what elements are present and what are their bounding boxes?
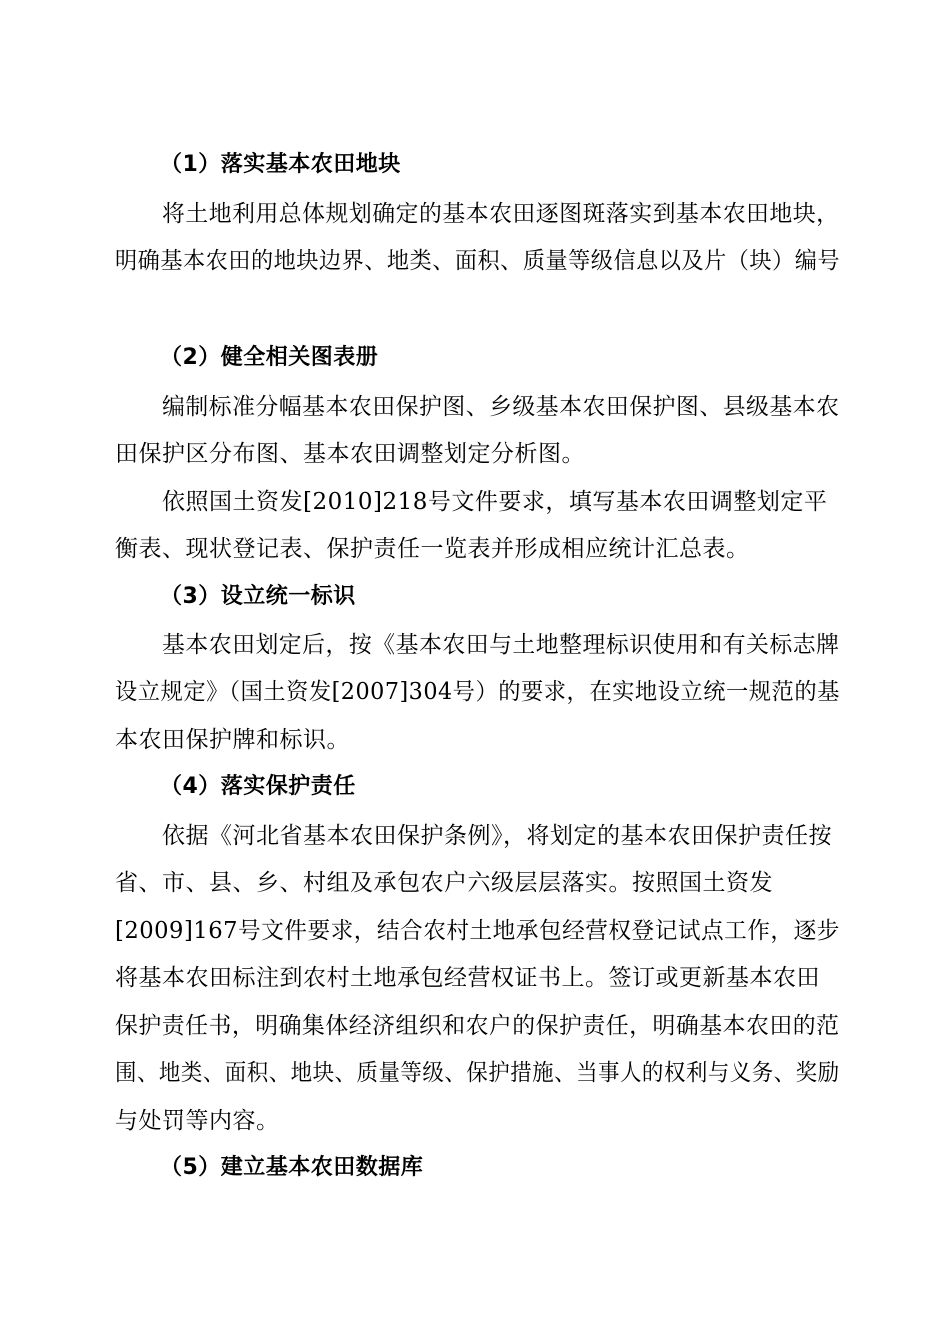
section-2-line-4: 衡表、现状登记表、保护责任一览表并形成相应统计汇总表。	[115, 536, 750, 562]
section-3-line-1: 基本农田划定后，按《基本农田与土地整理标识使用和有关标志牌	[162, 632, 840, 658]
section-4-line-6: 围、地类、面积、地块、质量等级、保护措施、当事人的权利与义务、奖励	[115, 1060, 840, 1086]
section-3-heading: （3）设立统一标识	[160, 584, 356, 609]
section-4-line-4: 将基本农田标注到农村土地承包经营权证书上。签订或更新基本农田	[115, 965, 820, 991]
section-5-heading: （5）建立基本农田数据库	[160, 1155, 424, 1180]
section-2-line-2: 田保护区分布图、基本农田调整划定分析图。	[115, 441, 585, 467]
section-2-line-3: 依照国土资发[2010]218号文件要求，填写基本农田调整划定平	[162, 489, 828, 515]
section-2-heading: （2）健全相关图表册	[160, 345, 379, 370]
section-4-line-1: 依据《河北省基本农田保护条例》，将划定的基本农田保护责任按	[162, 823, 832, 849]
section-3-line-2: 设立规定》（国土资发[2007]304号）的要求，在实地设立统一规范的基	[115, 679, 840, 705]
section-4-line-5: 保护责任书，明确集体经济组织和农户的保护责任，明确基本农田的范	[115, 1013, 840, 1039]
section-4-line-7: 与处罚等内容。	[115, 1108, 280, 1134]
section-4-line-3: [2009]167号文件要求，结合农村土地承包经营权登记试点工作，逐步	[115, 918, 840, 944]
section-4-heading: （4）落实保护责任	[160, 774, 356, 799]
section-1-line-1: 将土地利用总体规划确定的基本农田逐图斑落实到基本农田地块，	[162, 201, 840, 227]
section-1-heading: （1）落实基本农田地块	[160, 152, 401, 177]
section-3-line-3: 本农田保护牌和标识。	[115, 727, 350, 753]
section-4-line-2: 省、市、县、乡、村组及承包农户六级层层落实。按照国土资发	[115, 870, 773, 896]
section-2-line-1: 编制标准分幅基本农田保护图、乡级基本农田保护图、县级基本农	[162, 394, 840, 420]
section-1-line-2: 明确基本农田的地块边界、地类、面积、质量等级信息以及片（块）编号	[115, 248, 840, 274]
